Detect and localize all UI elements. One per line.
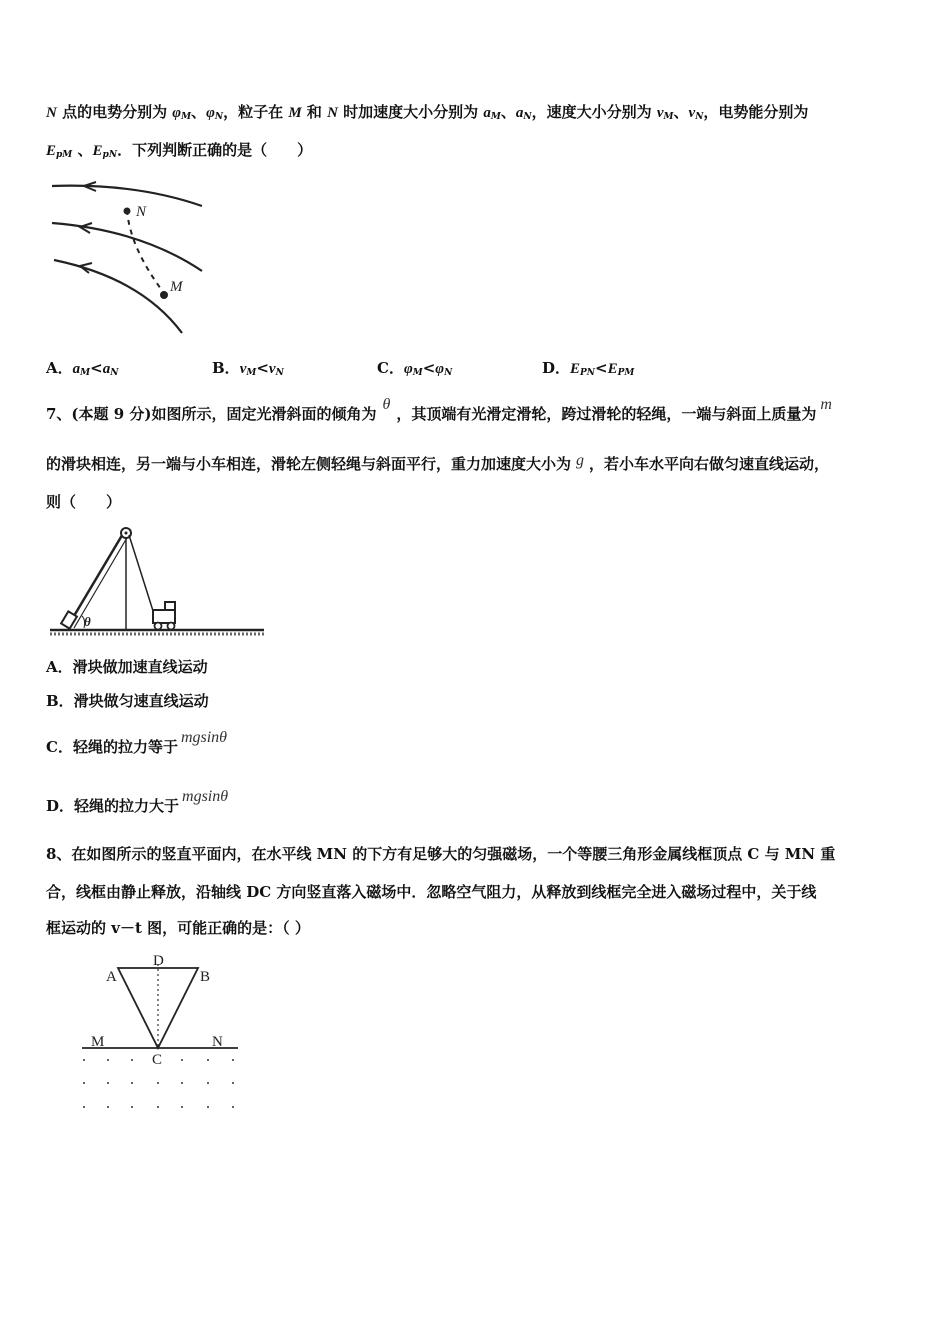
q6-field-line-figure xyxy=(46,178,216,338)
q8-stem-line-3: 框运动的 v－t 图，可能正确的是：（ ） xyxy=(46,919,310,937)
cart-cab xyxy=(165,602,175,610)
symbol-m: m xyxy=(820,396,832,413)
q7-stem-line-3: 则（ ） xyxy=(46,493,122,511)
q6-option-d[interactable]: D．$E_{PN}<E_{PM}$ xyxy=(542,359,635,378)
label-M: M xyxy=(170,279,183,295)
incline-surface xyxy=(68,532,124,626)
q6-stem-line-2: $E_{pM}$ 、$E_{pN}$．下列判断正确的是（ ） xyxy=(46,141,313,160)
q7-option-b[interactable]: B．滑块做匀速直线运动 xyxy=(46,692,209,710)
q7-option-c[interactable]: C．轻绳的拉力等于mgsinθ xyxy=(46,729,228,756)
q8-triangle-field-figure xyxy=(76,950,246,1120)
field-line-top xyxy=(52,186,202,206)
trajectory xyxy=(127,210,164,293)
label-N: N xyxy=(136,204,147,220)
pulley-axle xyxy=(125,532,128,535)
cart-wheel-left xyxy=(155,623,162,630)
point-N xyxy=(124,208,131,215)
label-M: M xyxy=(91,1034,105,1050)
label-N: N xyxy=(212,1034,223,1050)
symbol-N: N xyxy=(46,105,57,121)
cart-body xyxy=(153,610,175,623)
q6-option-a[interactable]: A．$a_M<a_N$ xyxy=(46,359,119,378)
q7-stem-line-1: 7、(本题 9 分)如图所示，固定光滑斜面的倾角为θ，其顶端有光滑定滑轮，跨过滑轮的轻绳，一端与斜面上质量为m xyxy=(46,396,832,423)
label-B: B xyxy=(200,969,211,985)
q7-option-d[interactable]: D．轻绳的拉力大于mgsinθ xyxy=(46,788,229,815)
rope-to-cart xyxy=(129,535,154,614)
q6-stem-line-1: N 点的电势分别为 $\varphi_M$、$\varphi_N$，粒子在 M 和 N 时加速度大小分别为 $a_M$、$a_N$，速度大小分别为 $v_M$、$v_N$，电势能分别为 xyxy=(46,103,809,122)
q8-stem-line-1: 8、在如图所示的竖直平面内，在水平线 MN 的下方有足够大的匀强磁场，一个等腰三角形金属线框顶点 C 与 MN 重 xyxy=(46,845,836,863)
incline-back xyxy=(74,536,128,628)
q6-option-c[interactable]: C．$\varphi_M<\varphi_N$ xyxy=(377,359,453,378)
label-D: D xyxy=(153,953,164,969)
symbol-theta: θ xyxy=(382,396,391,413)
q7-option-a[interactable]: A．滑块做加速直线运动 xyxy=(46,658,208,676)
cart-wheel-right xyxy=(168,623,175,630)
q6-option-b[interactable]: B．$v_M<v_N$ xyxy=(212,359,284,378)
formula-mgsin-theta: mgsinθ xyxy=(182,788,229,805)
label-theta: θ xyxy=(84,614,91,629)
q7-stem-line-2: 的滑块相连，另一端与小车相连，滑轮左侧轻绳与斜面平行，重力加速度大小为 g ，若小车水平向右做匀速直线运动， xyxy=(46,452,830,473)
point-M xyxy=(160,291,168,299)
q7-incline-pulley-figure xyxy=(50,522,270,642)
label-A: A xyxy=(106,969,117,985)
symbol-g: g xyxy=(576,452,585,469)
formula-mgsin-theta: mgsinθ xyxy=(180,729,228,746)
q8-stem-line-2: 合，线框由静止释放，沿轴线 DC 方向竖直落入磁场中．忽略空气阻力，从释放到线框完全进入磁场过程中，关于线 xyxy=(46,883,817,901)
label-C: C xyxy=(152,1052,163,1068)
